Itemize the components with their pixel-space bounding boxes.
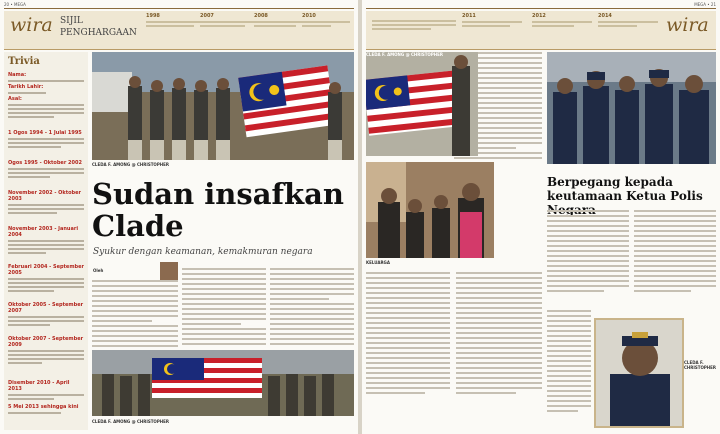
text-line — [634, 230, 716, 232]
text-line — [547, 375, 591, 377]
right-body-column-3 — [547, 310, 591, 415]
text-line — [456, 382, 542, 384]
text-line — [8, 248, 84, 250]
text-line — [270, 318, 354, 320]
text-line — [547, 370, 591, 372]
continued-column-3 — [366, 272, 450, 397]
text-line — [366, 362, 450, 364]
text-line — [8, 398, 54, 400]
trivia-heading: Disember 2010 - April 2013 — [8, 380, 70, 392]
text-line — [8, 80, 84, 82]
continued-column-4 — [456, 272, 542, 397]
right-banner — [366, 11, 716, 50]
text-line — [182, 333, 266, 335]
text-line — [634, 280, 716, 282]
text-line — [547, 255, 629, 257]
text-line — [366, 357, 450, 359]
timeline-text — [462, 25, 510, 27]
wira-wordmark: wira — [10, 14, 53, 36]
text-line — [547, 410, 578, 412]
trivia-entry — [8, 190, 84, 214]
trivia-entry — [8, 160, 84, 178]
timeline-text — [200, 25, 245, 27]
trivia-entry — [8, 72, 84, 82]
timeline-text — [372, 28, 431, 30]
trivia-heading: Tarikh Lahir: — [8, 84, 44, 90]
trivia-entry — [8, 380, 84, 400]
text-line — [366, 372, 450, 374]
trivia-sidebar — [4, 52, 88, 430]
text-line — [366, 352, 450, 354]
text-line — [8, 316, 84, 318]
text-line — [547, 230, 629, 232]
top-photo-officers-flag — [92, 52, 354, 160]
text-line — [8, 204, 84, 206]
caption-text: CLEDA F. AMONG @ CHRISTOPHER — [92, 419, 169, 424]
text-line — [634, 270, 716, 272]
trivia-heading: Ogos 1995 - Oktober 2002 — [8, 160, 82, 166]
text-line — [456, 387, 542, 389]
right-folio: MEGA • 21 — [694, 2, 716, 7]
text-line — [456, 357, 542, 359]
text-line — [634, 210, 716, 212]
text-line — [547, 400, 591, 402]
text-line — [8, 168, 84, 170]
text-line — [456, 377, 542, 379]
text-line — [366, 332, 450, 334]
top-photo-flag-officer — [366, 52, 478, 156]
text-line — [92, 300, 178, 302]
trivia-entry — [8, 226, 84, 254]
text-line — [8, 116, 54, 118]
timeline-entry — [462, 14, 522, 27]
caption-text: CLEDA F. CHRISTOPHER — [684, 360, 716, 370]
text-line — [270, 268, 354, 270]
text-line — [547, 235, 629, 237]
text-line — [8, 278, 84, 280]
text-line — [547, 335, 591, 337]
text-line — [547, 245, 629, 247]
text-line — [634, 215, 716, 217]
trivia-heading: Februari 2004 - September 2005 — [8, 264, 84, 276]
timeline-text — [254, 25, 296, 27]
text-line — [456, 297, 542, 299]
timeline-entry — [532, 14, 592, 27]
text-line — [92, 340, 178, 342]
text-line — [270, 333, 354, 335]
text-line — [182, 318, 266, 320]
timeline-text — [302, 25, 331, 27]
text-line — [92, 280, 178, 282]
caption-text: KELUARGA — [366, 260, 390, 265]
text-line — [547, 390, 591, 392]
text-line — [547, 240, 629, 242]
text-line — [456, 277, 542, 279]
timeline-year: 1998 — [146, 13, 160, 19]
text-line — [456, 392, 516, 394]
text-line — [456, 342, 542, 344]
text-line — [8, 286, 84, 288]
text-line — [547, 395, 591, 397]
photo-illustration — [366, 52, 478, 156]
officer-portrait — [594, 318, 684, 428]
text-line — [8, 282, 84, 284]
trivia-heading: November 2002 - Oktober 2003 — [8, 190, 81, 202]
portrait-caption — [684, 360, 718, 370]
body-column-3 — [270, 268, 354, 348]
text-line — [92, 315, 178, 317]
right-body-column-2 — [634, 210, 716, 295]
text-line — [182, 323, 241, 325]
right-body-column-1 — [547, 210, 629, 295]
text-line — [456, 322, 542, 324]
text-line — [366, 347, 450, 349]
text-line — [182, 273, 266, 275]
timeline-year: 2007 — [200, 13, 214, 19]
text-line — [92, 335, 178, 337]
trivia-entry — [8, 84, 84, 94]
text-line — [456, 372, 542, 374]
text-line — [8, 142, 84, 144]
text-line — [8, 324, 50, 326]
trivia-title: Trivia — [8, 56, 40, 67]
text-line — [8, 240, 84, 242]
photo-illustration — [92, 52, 354, 160]
timeline-text — [598, 25, 637, 27]
text-line — [366, 297, 450, 299]
text-line — [456, 287, 542, 289]
wira-wordmark: wira — [666, 14, 709, 36]
timeline-text — [200, 21, 260, 23]
trivia-entry — [8, 264, 84, 292]
text-line — [182, 298, 266, 300]
text-line — [270, 323, 354, 325]
text-line — [8, 362, 42, 364]
text-line — [8, 104, 84, 106]
text-line — [92, 285, 178, 287]
body-column-1 — [92, 280, 178, 350]
timeline-year: 2012 — [532, 13, 546, 19]
text-line — [456, 292, 542, 294]
text-line — [456, 352, 542, 354]
text-line — [182, 293, 266, 295]
text-line — [634, 275, 716, 277]
text-line — [182, 338, 266, 340]
photo-illustration — [92, 350, 354, 416]
right-page — [362, 0, 720, 434]
text-line — [456, 312, 542, 314]
text-line — [456, 367, 542, 369]
text-line — [547, 265, 629, 267]
text-line — [547, 285, 629, 287]
banner-title-sijil: SIJIL — [60, 16, 83, 26]
text-line — [454, 157, 542, 159]
top-photo-caption — [92, 162, 354, 167]
text-line — [634, 235, 716, 237]
text-line — [270, 328, 354, 330]
text-line — [8, 252, 46, 254]
left-top-rule — [4, 8, 354, 9]
article-headline: Sudan insafkan Clade — [92, 177, 344, 243]
text-line — [366, 367, 450, 369]
text-line — [456, 362, 542, 364]
text-line — [547, 250, 629, 252]
police-group-photo — [547, 52, 716, 164]
text-line — [366, 312, 450, 314]
text-line — [366, 377, 450, 379]
text-line — [270, 283, 354, 285]
text-line — [547, 380, 591, 382]
text-line — [270, 303, 354, 305]
text-line — [92, 295, 178, 297]
text-line — [547, 220, 629, 222]
text-line — [92, 325, 178, 327]
trivia-entry — [8, 96, 84, 118]
text-line — [634, 285, 716, 287]
text-line — [366, 342, 450, 344]
family-photo — [366, 162, 494, 258]
trivia-entry — [8, 302, 84, 326]
text-line — [182, 308, 266, 310]
text-line — [270, 298, 329, 300]
text-line — [456, 327, 542, 329]
timeline-entry — [302, 14, 350, 27]
text-line — [8, 320, 84, 322]
text-line — [270, 293, 354, 295]
timeline-text — [462, 21, 522, 23]
text-line — [456, 302, 542, 304]
left-page — [0, 0, 358, 434]
text-line — [456, 347, 542, 349]
timeline-year: 2014 — [598, 13, 612, 19]
timeline-year: 2011 — [462, 13, 476, 19]
text-line — [547, 260, 629, 262]
text-line — [8, 354, 84, 356]
text-line — [8, 244, 84, 246]
text-line — [547, 345, 591, 347]
text-line — [366, 322, 450, 324]
text-line — [270, 308, 354, 310]
text-line — [8, 290, 54, 292]
text-line — [182, 343, 266, 345]
timeline-text — [146, 21, 206, 23]
text-line — [182, 303, 266, 305]
top-right-photo-caption — [366, 52, 478, 57]
text-line — [270, 338, 354, 340]
text-line — [547, 280, 629, 282]
timeline-text — [532, 21, 592, 23]
text-line — [456, 307, 542, 309]
text-line — [366, 292, 450, 294]
text-line — [270, 278, 354, 280]
text-line — [8, 138, 84, 140]
text-line — [182, 328, 266, 330]
caption-text: CLEDA F. AMONG @ CHRISTOPHER — [366, 52, 443, 57]
text-line — [366, 337, 450, 339]
trivia-heading: 5 Mei 2013 sehingga kini — [8, 404, 79, 410]
text-line — [547, 320, 591, 322]
text-line — [634, 225, 716, 227]
text-line — [547, 210, 629, 212]
text-line — [366, 302, 450, 304]
text-line — [182, 278, 266, 280]
trivia-heading: Oktober 2005 - September 2007 — [8, 302, 84, 314]
text-line — [547, 350, 591, 352]
text-line — [8, 394, 84, 396]
photo-illustration — [596, 320, 682, 426]
text-line — [182, 313, 266, 315]
text-line — [547, 290, 604, 292]
left-folio: 20 • MEGA — [4, 2, 26, 7]
text-line — [547, 405, 591, 407]
trivia-entry — [8, 404, 84, 414]
text-line — [366, 392, 425, 394]
right-top-rule — [366, 8, 716, 9]
text-line — [366, 317, 450, 319]
text-line — [366, 387, 450, 389]
trivia-heading: Asal: — [8, 96, 22, 102]
text-line — [270, 273, 354, 275]
right-article-headline: Berpegang kepada keutamaan Ketua Polis — [547, 175, 703, 203]
text-line — [366, 277, 450, 279]
text-line — [547, 275, 629, 277]
byline-thumbnail — [160, 262, 178, 282]
timeline-text — [532, 25, 574, 27]
left-banner — [4, 11, 354, 50]
text-line — [366, 287, 450, 289]
timeline-entry — [372, 14, 456, 30]
trivia-heading: 1 Ogos 1994 - 1 Julai 1995 — [8, 130, 82, 136]
timeline-entry — [598, 14, 658, 27]
body-column-2 — [182, 268, 266, 348]
text-line — [634, 265, 716, 267]
text-line — [634, 245, 716, 247]
timeline-text — [302, 21, 350, 23]
text-line — [182, 283, 266, 285]
timeline-entry — [200, 14, 260, 27]
photo-illustration — [366, 162, 494, 258]
text-line — [92, 320, 152, 322]
text-line — [8, 176, 50, 178]
text-line — [270, 343, 354, 345]
text-line — [366, 307, 450, 309]
article-deck: Syukur dengan keamanan, kemakmuran negara — [93, 247, 313, 257]
text-line — [634, 255, 716, 257]
text-line — [366, 382, 450, 384]
text-line — [8, 112, 84, 114]
timeline-entry — [146, 14, 206, 27]
text-line — [456, 337, 542, 339]
text-line — [8, 350, 84, 352]
timeline-text — [372, 24, 456, 26]
text-line — [366, 327, 450, 329]
timeline-year: 2010 — [302, 13, 316, 19]
text-line — [8, 108, 84, 110]
text-line — [182, 288, 266, 290]
timeline-text — [598, 21, 658, 23]
text-line — [270, 288, 354, 290]
text-line — [92, 290, 178, 292]
banner-title-penghargaan: PENGHARGAAN — [60, 28, 137, 38]
text-line — [366, 272, 450, 274]
trivia-heading: November 2003 - Januari 2004 — [8, 226, 79, 238]
text-line — [8, 358, 84, 360]
text-line — [92, 310, 178, 312]
text-line — [8, 146, 61, 148]
text-line — [634, 290, 691, 292]
text-line — [634, 260, 716, 262]
caption-text: CLEDA F. AMONG @ CHRISTOPHER — [92, 162, 169, 167]
text-line — [547, 365, 591, 367]
text-line — [547, 270, 629, 272]
text-line — [456, 272, 542, 274]
text-line — [634, 220, 716, 222]
text-line — [8, 208, 84, 210]
text-line — [456, 282, 542, 284]
trivia-entry — [8, 336, 84, 364]
bottom-photo-group-flag — [92, 350, 354, 416]
text-line — [182, 268, 266, 270]
article-byline: Oleh — [93, 268, 104, 273]
text-line — [547, 315, 591, 317]
text-line — [547, 360, 591, 362]
text-line — [92, 330, 178, 332]
text-line — [456, 332, 542, 334]
text-line — [547, 325, 591, 327]
text-line — [634, 250, 716, 252]
text-line — [547, 330, 591, 332]
text-line — [547, 340, 591, 342]
text-line — [456, 317, 542, 319]
text-line — [547, 385, 591, 387]
text-line — [92, 345, 178, 347]
family-photo-caption — [366, 260, 494, 265]
trivia-entry — [8, 130, 84, 148]
timeline-text — [146, 25, 194, 27]
text-line — [547, 215, 629, 217]
trivia-heading: Nama: — [8, 72, 27, 78]
trivia-heading: Oktober 2007 - September 2009 — [8, 336, 84, 348]
text-line — [92, 305, 178, 307]
text-line — [8, 212, 57, 214]
text-line — [547, 355, 591, 357]
text-line — [366, 282, 450, 284]
bottom-photo-caption — [92, 419, 354, 424]
text-line — [8, 412, 61, 414]
text-line — [8, 172, 84, 174]
text-line — [634, 240, 716, 242]
text-line — [8, 92, 46, 94]
text-line — [547, 225, 629, 227]
timeline-text — [372, 20, 456, 22]
text-line — [270, 313, 354, 315]
photo-illustration — [547, 52, 716, 164]
timeline-year: 2008 — [254, 13, 268, 19]
text-line — [547, 310, 591, 312]
